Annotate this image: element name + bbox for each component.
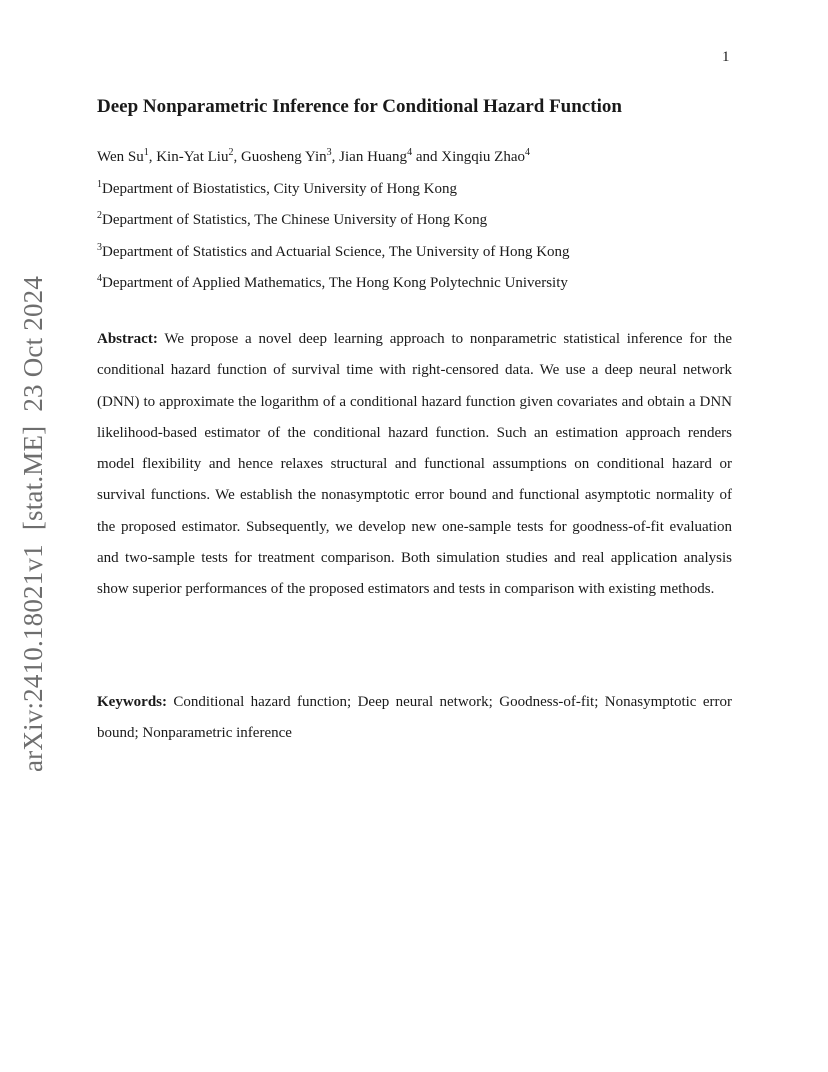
abstract-label: Abstract:	[97, 331, 158, 347]
author-separator: ,	[148, 149, 157, 165]
author-name: Guosheng Yin	[240, 149, 327, 165]
author-affiliation-mark: 2	[228, 147, 234, 158]
arxiv-category: [stat.ME]	[18, 425, 48, 531]
affiliation-mark: 4	[97, 273, 102, 284]
author-affiliation-mark: 3	[326, 147, 332, 158]
author-name: Wen Su	[97, 149, 144, 165]
page-number: 1	[722, 49, 730, 65]
author-affiliation-mark: 4	[407, 147, 413, 158]
author-separator: and	[412, 149, 442, 165]
affiliation	[97, 212, 487, 229]
affiliation-mark: 2	[97, 210, 102, 221]
keywords	[97, 687, 732, 750]
affiliation-text: Department of Applied Mathematics, The Hong Kong Polytechnic University	[102, 275, 568, 291]
author-name: Xingqiu Zhao	[441, 149, 525, 165]
arxiv-id[interactable]: arXiv:2410.18021v1	[18, 544, 48, 772]
affiliation-mark: 1	[97, 179, 102, 190]
author-affiliation-mark: 4	[524, 147, 530, 158]
affiliation	[97, 275, 568, 292]
affiliation-text: Department of Biostatistics, City University of Hong Kong	[102, 181, 457, 197]
arxiv-date: 23 Oct 2024	[18, 275, 48, 412]
author-name: Jian Huang	[339, 149, 408, 165]
affiliation-text: Department of Statistics, The Chinese University of Hong Kong	[102, 212, 488, 228]
affiliation	[97, 181, 457, 198]
keywords-text: Conditional hazard function; Deep neural network; Goodness-of-fit; Nonasymptotic error bound; Nonparametric inference	[97, 694, 732, 742]
abstract	[97, 324, 732, 606]
author-separator: ,	[233, 149, 241, 165]
author-separator: ,	[331, 149, 340, 165]
affiliation-mark: 3	[97, 242, 102, 253]
arxiv-identifier-stamp[interactable]	[18, 262, 49, 772]
paper-title: Deep Nonparametric Inference for Conditional Hazard Function	[97, 96, 622, 117]
abstract-text: We propose a novel deep learning approach to nonparametric statistical inference for the conditional hazard function of survival time with right-censored data. We use a deep neural network (DNN) to approximate the logarithm of a conditional hazard function given covariates and obtain a DNN likelihood-based estimator of the conditional hazard function. Such an estimation approach renders model flexibility and hence relaxes structural and functional assumptions on conditional hazard or survival functions. We establish the nonasymptotic error bound and functional asymptotic normality of the proposed estimator. Subsequently, we develop new one-sample tests for goodness-of-fit evaluation and two-sample tests for treatment comparison. Both simulation studies and real application analysis show superior performances of the proposed estimators and tests in comparison with existing methods.	[97, 331, 732, 598]
author-name: Kin-Yat Liu	[156, 149, 229, 165]
author-affiliation-mark: 1	[143, 147, 149, 158]
keywords-label: Keywords:	[97, 694, 167, 710]
author-list	[97, 149, 530, 166]
affiliation-text: Department of Statistics and Actuarial Science, The University of Hong Kong	[102, 244, 570, 260]
affiliation	[97, 244, 570, 261]
